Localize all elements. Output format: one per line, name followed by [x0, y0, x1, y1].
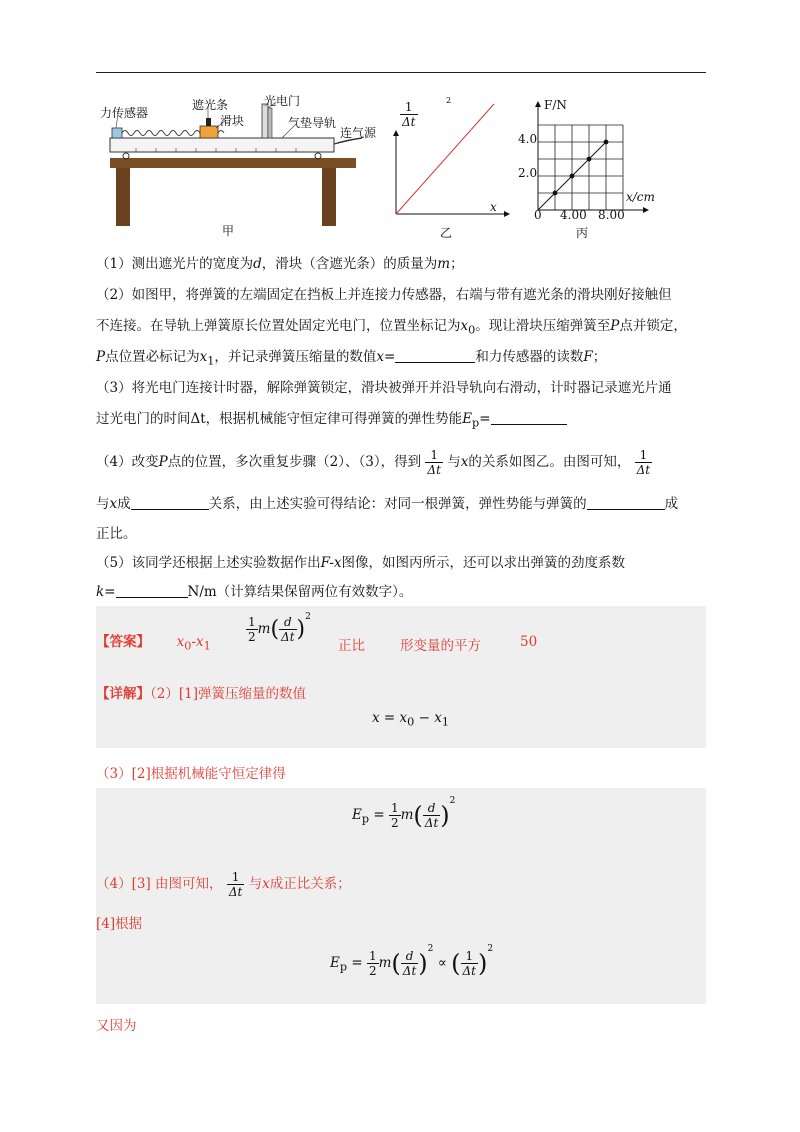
light-shield	[206, 118, 211, 126]
bing-data-point	[570, 174, 575, 179]
blank-compression[interactable]	[395, 348, 475, 363]
detail-5: 又因为	[96, 1018, 137, 1034]
label-light-shield: 遮光条	[192, 98, 229, 112]
question-3-line-1: （3）将光电门连接计时器，解除弹簧锁定，滑块被弹开并沿导轨向右滑动，计时器记录遮光片通	[96, 380, 672, 396]
frac-inline-1: $\frac{1}{\Delta t}$	[427, 448, 441, 477]
label-slider: 滑块	[220, 114, 245, 128]
detail-4-line: （4）[3] 由图可知， $\frac{1}{\Delta t}$ 与x成正比关系；	[96, 870, 351, 899]
bing-y-tick-4: 4.0	[518, 132, 538, 146]
bing-y-tick-2: 2.0	[518, 166, 538, 180]
force-sensor	[112, 128, 122, 138]
yi-y-label: $\frac{1}{\Delta t}$	[402, 100, 416, 129]
bing-data-point	[553, 191, 558, 196]
label-force-sensor: 力传感器	[100, 106, 149, 120]
detail-eq-proportion: $E_p$ = $\frac{1}{2}$ m( $\frac{d}{\Delta t}$ )$^2$ ∝ ( $\frac{1}{\Delta t}$ )$^2$	[330, 944, 494, 978]
frac-inline-2: $\frac{1}{\Delta t}$	[636, 448, 651, 477]
photogate	[262, 104, 268, 138]
question-4-line-3: 正比。	[96, 526, 137, 542]
detail-heading: 【详解】（2）[1]弹簧压缩量的数值	[96, 686, 306, 702]
bing-x-tick-4: 4.00	[560, 208, 587, 222]
bing-y-arrow	[535, 101, 541, 107]
blank-relation[interactable]	[131, 495, 209, 510]
label-air-track: 气垫导轨	[288, 116, 337, 130]
answer-4: 形变量的平方	[400, 638, 481, 654]
blank-elastic-energy[interactable]	[491, 410, 567, 425]
air-track	[110, 138, 334, 152]
bing-data-point	[604, 140, 609, 145]
answer-5: 50	[520, 634, 538, 650]
question-3-line-2: 过光电门的时间Δt，根据机械能守恒定律可得弹簧的弹性势能$E_p=$	[96, 409, 706, 434]
table-leg-right	[322, 168, 336, 226]
answer-line: 【答案】 $x_0-x_1$	[96, 634, 211, 653]
question-4-line-1: （4）改变P点的位置，多次重复步骤（2）、（3），得到 $\frac{1}{\Delta t}$ 与x的关系如图乙。由图可知， $\frac{1}{\Delta t}$	[96, 448, 651, 477]
figure-bing-chart	[500, 96, 670, 226]
table-leg-left	[116, 168, 130, 226]
blank-stiffness[interactable]	[116, 583, 188, 598]
caption-yi: 乙	[440, 226, 453, 240]
bing-origin: 0	[534, 208, 542, 222]
bing-y-label: F/N	[544, 98, 567, 112]
question-2-line-1: （2）如图甲，将弹簧的左端固定在挡板上并连接力传感器，右端与带有遮光条的滑块刚好接触但	[96, 287, 672, 303]
caption-bing: 丙	[576, 226, 589, 240]
label-air-source: 连气源	[340, 126, 377, 140]
label-photogate: 光电门	[264, 94, 301, 108]
answer-formula: $\frac{1}{2}$ m( $\frac{d}{\Delta t}$ )$^2$	[248, 612, 311, 644]
question-2-line-3: P点位置必标记为$x_1$，并记录弹簧压缩量的数值x= 和力传感器的读数F；	[96, 349, 607, 368]
question-5-line-1: （5）该同学还根据上述实验数据作出F-x图像，如图丙所示，还可以求出弹簧的劲度系数	[96, 555, 626, 571]
slider-block	[200, 126, 218, 138]
detail-3-heading: （3）[2]根据机械能守恒定律得	[96, 766, 286, 782]
bing-x-tick-8: 8.00	[598, 208, 625, 222]
bing-x-arrow	[643, 207, 649, 213]
table-top	[110, 158, 356, 168]
header-rule	[96, 72, 706, 73]
detail-eq1: $x = x_0 - x_1$	[372, 710, 449, 729]
question-5-line-2: k= N/m（计算结果保留两位有效数字）。	[96, 584, 413, 600]
caption-jia: 甲	[222, 224, 235, 238]
yi-mark: 2	[446, 96, 452, 105]
bing-x-label: x/cm	[626, 190, 655, 204]
frac-detail: $\frac{1}{\Delta t}$	[228, 870, 243, 899]
detail-4-2: [4]根据	[96, 916, 143, 932]
detail-eq-energy: $E_p$ = $\frac{1}{2}$ m( $\frac{d}{\Delta t}$ )$^2$	[352, 796, 456, 830]
question-1: （1）测出遮光片的宽度为d，滑块（含遮光条）的质量为m；	[96, 256, 464, 272]
yi-x-label: x	[490, 200, 497, 214]
blank-quantity[interactable]	[587, 495, 665, 510]
bing-data-point	[587, 157, 592, 162]
question-2-line-2: 不连接。在导轨上弹簧原长位置处固定光电门，位置坐标记为$x_0$。现让滑块压缩弹簧至P点并锁定，	[96, 318, 687, 337]
question-4-line-2: 与x成 关系，由上述实验可得结论：对同一根弹簧，弹性势能与弹簧的 成	[96, 496, 679, 512]
answer-3: 正比	[338, 638, 365, 654]
